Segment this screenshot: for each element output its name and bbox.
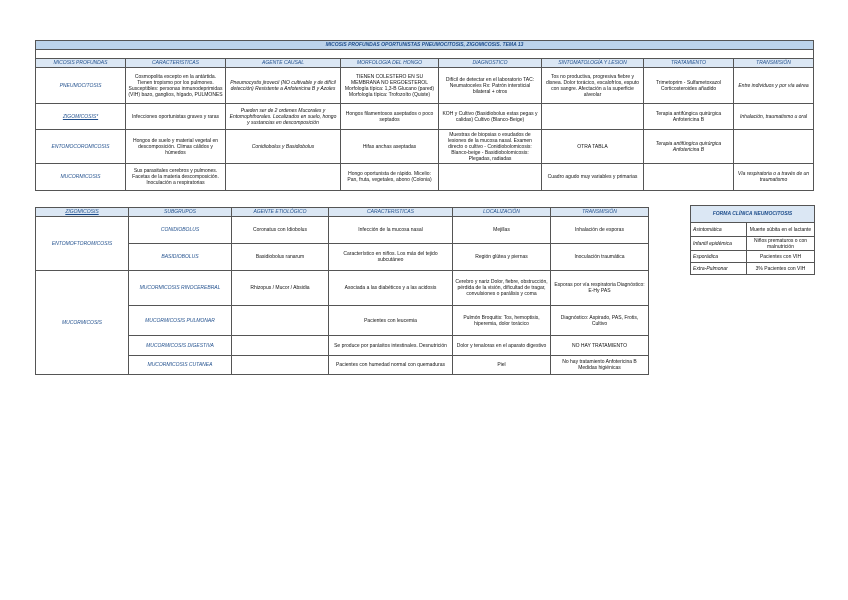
agente [232,356,329,375]
cell-sintomatologia: OTRA TABLA [542,130,644,164]
cell-caracteristicas: Hongos de suelo y material vegetal en descomposición. Climas cálidos y húmedos [126,130,226,164]
cell-tratamiento: Terapia antifúngica quirúrgica Anfotericina B [644,130,734,164]
subgrupo: CONIDIOBOLUS [129,217,232,244]
caracteristicas: Pacientes con humedad normal con quemaduras [329,356,453,375]
header-localizacion: LOCALIZACIÓN [453,208,551,217]
cell-agente: Pueden ser de 2 ordenes Mucorales y Entomophthorales. Localizados en suelo, hongo y sustancias en descomposición [226,104,341,130]
cell-caracteristicas: Infecciones oportunistas graves y raras [126,104,226,130]
cell-transmision: Inhalación, traumatismo u oral [734,104,814,130]
clinical-title: FORMA CLÍNICA NEUMOCITOSIS [691,206,815,223]
caracteristicas: Infección de la mucosa nasal [329,217,453,244]
cell-morfologia: Hongos filamentosos aseptados o poco septados [341,104,439,130]
cell-transmision: Entre individuos y por vía aérea [734,68,814,104]
table-row [36,217,649,244]
agente [232,336,329,356]
table-row [691,237,815,251]
agente: Basidiobolus ranarum [232,244,329,271]
cell-morfologia: TIENEN COLESTERO EN SU MEMBRANA NO ERGOESTEROL Morfología típica: 1,3-B Glucano (pared) Morfología típica: Trofozoíto (Quiste) [341,68,439,104]
header-morfologia: MORFOLOGIA DEL HONGO [341,59,439,68]
cell-caracteristicas: Sus parasitales cerebros y pulmones. Facetas de la materia descomposición. Inoculación a respiratorias [126,164,226,191]
table-row [691,223,815,237]
subgrupo: MUCORMICOSIS CUTANEA [129,356,232,375]
cell-agente: Conidiobolus y Basidiobolus [226,130,341,164]
table-row [36,164,814,191]
cell-sintomatologia: Tos no productiva, progresiva fiebre y disnea. Dolor torácico, escalofríos, esputo con sangre. Afectación a la superficie alveolar [542,68,644,104]
header-tratamiento: TRATAMIENTO [644,59,734,68]
table-row [691,251,815,263]
clinical-form-table [690,205,815,275]
cell-diagnostico [439,164,542,191]
header-subgrupos: SUBGRUPOS [129,208,232,217]
cell-sintomatologia: Cuadro agudo muy variables y primarias [542,164,644,191]
caracteristicas: Asociada a las diabéticos y a las acidosis [329,271,453,306]
transmision: NO HAY TRATAMIENTO [551,336,649,356]
clinical-label: Asintomática [691,223,747,237]
table-row [691,263,815,275]
transmision: No hay tratamiento Anfotericina B Medidas higiénicas [551,356,649,375]
clinical-value: Niños prematuros o con malnutrición [747,237,815,251]
localizacion: Cerebro y nariz Dolor, fiebre, obstrucción, pérdida de la visión, dificultad de tragar, convulsiones o parálisis y coma [453,271,551,306]
table-row [36,130,814,164]
cell-diagnostico: Muestras de biopsias o exudados de lesiones de la mucosa nasal. Examen directo o cultivo - Conidiobolomicosis: Blanco-beige - Basidiobolomicosis: Plegadas, radiadas [439,130,542,164]
agente: Rhizopus / Mucor / Absidia [232,271,329,306]
caracteristicas: Característico en niños. Los más del tejido subcutáneo [329,244,453,271]
clinical-value: 3% Pacientes con VIH [747,263,815,275]
cell-transmision: Vía respiratoria o a través de un traumatismo [734,164,814,191]
cell-tratamiento [644,164,734,191]
cell-morfologia: Hifas anchas aseptadas [341,130,439,164]
caracteristicas: Pacientes con leucemia [329,306,453,336]
transmision: Inoculación traumática [551,244,649,271]
table-row [36,271,649,306]
cell-transmision [734,130,814,164]
localizacion: Piel [453,356,551,375]
clinical-value: Muerte súbita en el lactante [747,223,815,237]
header-transmision: TRANSMISIÓN [551,208,649,217]
zigomicosis-table [35,207,649,375]
caracteristicas: Se produce por parásitos intestinales. Desnutrición [329,336,453,356]
row-name: MUCORMICOSIS [36,164,126,191]
subgrupo: MUCORMICOSIS RINOCEREBRAL [129,271,232,306]
header-caracteristicas: CARACTERISTICAS [126,59,226,68]
row-name: PNEUMOCITOSIS [36,68,126,104]
cell-sintomatologia [542,104,644,130]
clinical-value: Pacientes con VIH [747,251,815,263]
row-name-link[interactable]: ZIGOMICOSIS* [36,104,126,130]
transmision: Inhalación de esporas [551,217,649,244]
localizacion: Mejillas [453,217,551,244]
cell-diagnostico: KOH y Cultivo (Basidiobolus estas pegas y calidas) Cultivo (Blanco-Beige) [439,104,542,130]
main-micosis-table [35,40,814,191]
cell-tratamiento: Terapia antifúngica quirúrgica Anfotericina B [644,104,734,130]
agente [232,306,329,336]
header-diagnostico: DIAGNOSTICO [439,59,542,68]
cell-agente [226,164,341,191]
cell-caracteristicas: Cosmopolita excepto en la antártida. Tienen tropismo por los pulmones. Susceptibles: personas inmunodeprimidas (VIH) bazo, ganglios, hígado, PULMONES [126,68,226,104]
table-row [36,104,814,130]
header-transmision: TRANSMISIÓN [734,59,814,68]
header-sintomatologia: SINTOMATOLOGÍA Y LESION [542,59,644,68]
transmision: Esporas por vía respiratoria Diagnóstico: E-Hy PAS [551,271,649,306]
clinical-label: Esporádica [691,251,747,263]
subgrupo: MUCORMICOSIS DIGESTIVA [129,336,232,356]
cell-diagnostico: Difícil de detectar en el laboratorio TAC: Neumatoceles Rx: Patrón intersticial bilateral + otros [439,68,542,104]
group-entomoftoromicosis: ENTOMOFTOROMICOSIS [36,217,129,271]
agente: Coronatus con Idiobolus [232,217,329,244]
header-agente: AGENTE CAUSAL [226,59,341,68]
localizacion: Dolor y tenaloras en el aparato digestivo [453,336,551,356]
group-mucormicosis: MUCORMICOSIS [36,271,129,375]
table-row [36,68,814,104]
localizacion: Región glútea y piernas [453,244,551,271]
cell-tratamiento: Trimetoprim - Sulfametoxazol Corticosteroides añadido [644,68,734,104]
main-table-title: MICOSIS PROFUNDAS OPORTUNISTAS PNEUMOCITOSIS, ZIGOMICOSIS. TEMA 13 [36,41,814,50]
localizacion: Pulmón Broquitis: Tos, hemoptisis, hiperemia, dolor torácico [453,306,551,336]
cell-morfologia: Hongo oportunista de rápido. Micelio: Pan, fruta, vegetales, abono (Colonia) [341,164,439,191]
cell-agente: Pneumocystis jirovecii (NO cultivable y de difícil detección) Resistente a Anfotericina B y Azoles [226,68,341,104]
transmision: Diagnóstico: Aspirado, PAS, Frotis, Cultivo [551,306,649,336]
blank-row [36,50,814,59]
header-micosis: MICOSIS PROFUNDAS [36,59,126,68]
header-caracteristicas: CARACTERISTICAS [329,208,453,217]
row-name: ENTOMOCOROMICOSIS [36,130,126,164]
clinical-label: Infantil epidémica [691,237,747,251]
header-agente-etiologico: AGENTE ETIOLÓGICO [232,208,329,217]
subgrupo: BASIDIOBOLUS [129,244,232,271]
header-zigomicosis-link[interactable]: ZIGOMICOSIS [36,208,129,217]
clinical-label: Extra-Pulmonar [691,263,747,275]
subgrupo: MUCORMICOSIS PULMONAR [129,306,232,336]
